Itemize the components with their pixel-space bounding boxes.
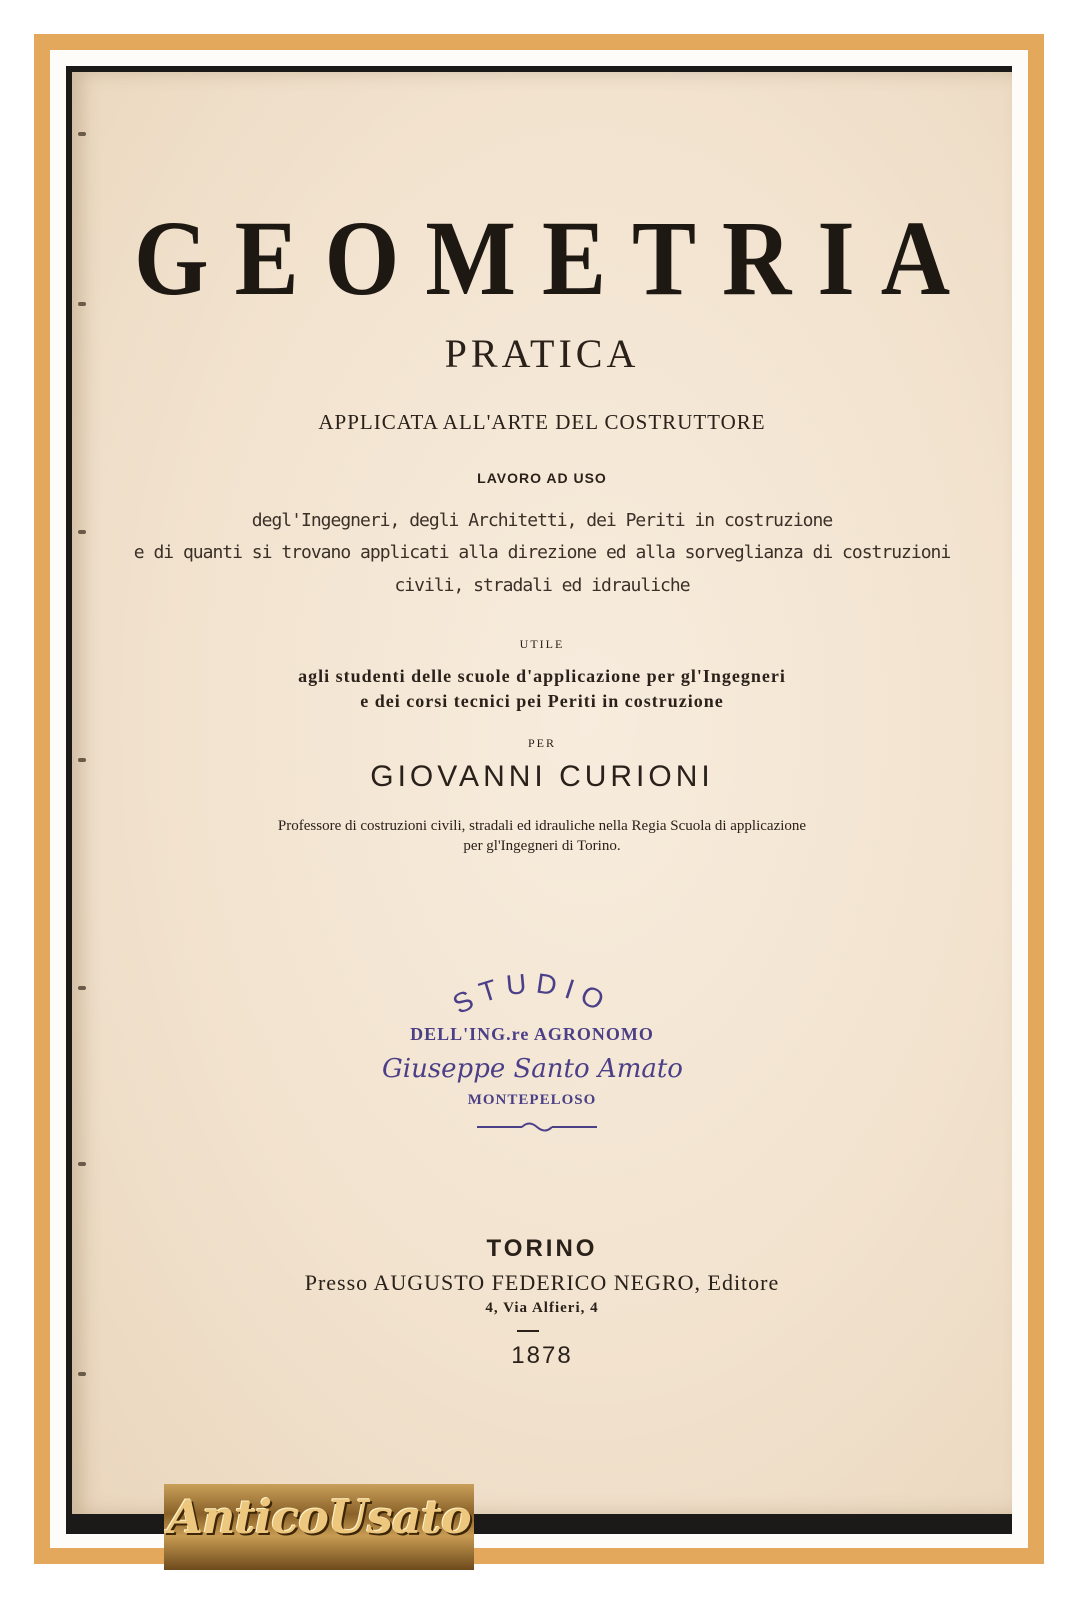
publisher-address: 4, Via Alfieri, 4 [485, 1300, 599, 1316]
svg-text:STUDIO [448, 972, 616, 1020]
author-name: GIOVANNI CURIONI [370, 760, 714, 793]
work-for-line: LAVORO AD USO [477, 470, 607, 486]
book-title: GEOMETRIA [133, 197, 977, 318]
publication-year: 1878 [511, 1342, 573, 1369]
stamp-studio-text: STUDIO [447, 972, 617, 1021]
book-subtitle: PRATICA [444, 331, 640, 376]
students-line-2: e dei corsi tecnici pei Periti in costruzione [360, 691, 724, 711]
audience-line-1: degl'Ingegneri, degli Architetti, dei Periti in costruzione [251, 510, 833, 531]
applied-line: APPLICATA ALL'ARTE DEL COSTRUTTORE [318, 410, 766, 434]
students-line-1: agli studenti delle scuole d'applicazione per gl'Ingegneri [298, 666, 786, 686]
title-page [72, 72, 1012, 1514]
audience-line-2: e di quanti si trovano applicati alla direzione ed alla sorveglianza di costruzioni [133, 542, 951, 563]
spine-mark [78, 1162, 86, 1166]
stamp-owner-name: Giuseppe Santo Amato [382, 1054, 683, 1084]
audience-line-3: civili, stradali ed idrauliche [394, 575, 690, 596]
spine-mark [78, 1372, 86, 1376]
stamp-office: DELL'ING.re AGRONOMO [410, 1024, 654, 1044]
stamp-studio-arc [382, 972, 682, 1032]
divider [517, 1330, 539, 1332]
by-line: PER [527, 736, 556, 750]
spine-mark [78, 986, 86, 990]
logo-text: AnticoUsato [167, 1490, 471, 1544]
stamp-place: MONTEPELOSO [467, 1092, 597, 1108]
useful-line: UTILE [519, 637, 565, 651]
ownership-stamp [382, 972, 682, 1142]
watermark-logo [164, 1484, 474, 1570]
author-role-line-1: Professore di costruzioni civili, stradali ed idrauliche nella Regia Scuola di applicazione [277, 818, 807, 834]
spine-mark [78, 132, 86, 136]
stamp-ornament [477, 1120, 597, 1134]
publisher-line: Presso AUGUSTO FEDERICO NEGRO, Editore [304, 1270, 780, 1295]
publication-city: TORINO [486, 1235, 598, 1262]
author-role-line-2: per gl'Ingegneri di Torino. [463, 838, 621, 854]
